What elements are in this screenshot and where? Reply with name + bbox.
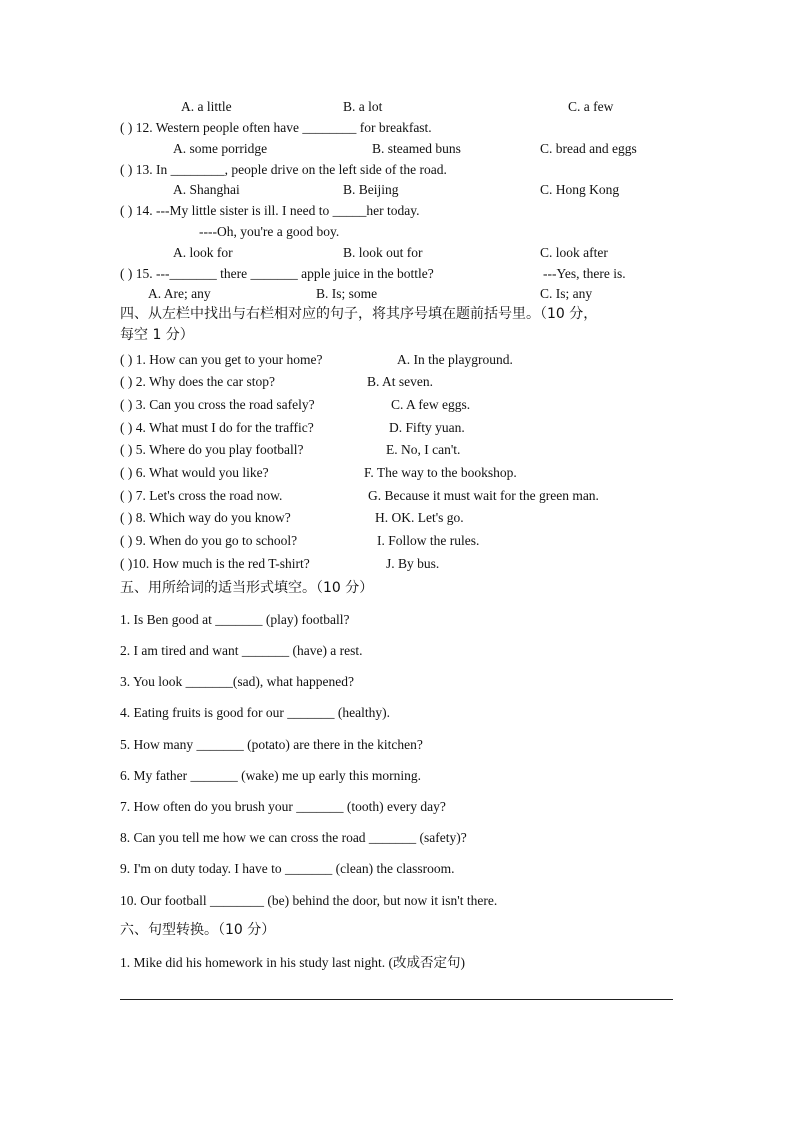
fill-item-2: 2. I am tired and want _______ (have) a rest. (120, 643, 363, 658)
match-left-7: ( ) 7. Let's cross the road now. (120, 488, 283, 503)
match-left-10: ( )10. How much is the red T-shirt? (120, 556, 310, 571)
q14-reply: ----Oh, you're a good boy. (199, 224, 340, 239)
fill-item-5: 5. How many _______ (potato) are there in the kitchen? (120, 737, 423, 752)
q13-option-b: B. Beijing (343, 182, 399, 197)
q15-stem: ( ) 15. ---_______ there _______ apple juice in the bottle? (120, 266, 434, 281)
transform-item-1: 1. Mike did his homework in his study last night. (改成否定句) (120, 955, 465, 970)
fill-item-7: 7. How often do you brush your _______ (tooth) every day? (120, 799, 446, 814)
match-right-j: J. By bus. (386, 556, 440, 571)
q14-option-b: B. look out for (343, 245, 423, 260)
answer-line (120, 999, 673, 1000)
q15-option-c: C. Is; any (540, 286, 593, 301)
q11-option-a: A. a little (181, 99, 232, 114)
section-5-title: 五、用所给词的适当形式填空。（10 分） (120, 580, 374, 596)
match-right-e: E. No, I can't. (386, 442, 461, 457)
q13-option-a: A. Shanghai (173, 182, 240, 197)
fill-item-4: 4. Eating fruits is good for our _______ (healthy). (120, 705, 390, 720)
q13-stem: ( ) 13. In ________, people drive on the left side of the road. (120, 162, 447, 177)
section-4-title: 四、从左栏中找出与右栏相对应的句子，将其序号填在题前括号里。（10 分， (120, 306, 598, 322)
q14-option-c: C. look after (540, 245, 608, 260)
match-right-f: F. The way to the bookshop. (364, 465, 517, 480)
match-right-h: H. OK. Let's go. (375, 510, 464, 525)
match-right-i: I. Follow the rules. (377, 533, 480, 548)
fill-item-1: 1. Is Ben good at _______ (play) football? (120, 612, 350, 627)
q13-option-c: C. Hong Kong (540, 182, 620, 197)
match-right-d: D. Fifty yuan. (389, 420, 465, 435)
q11-option-c: C. a few (568, 99, 614, 114)
q14-option-a: A. look for (173, 245, 233, 260)
match-left-1: ( ) 1. How can you get to your home? (120, 352, 323, 367)
fill-item-8: 8. Can you tell me how we can cross the road _______ (safety)? (120, 830, 467, 845)
q12-option-c: C. bread and eggs (540, 141, 637, 156)
match-right-b: B. At seven. (367, 374, 433, 389)
fill-item-9: 9. I'm on duty today. I have to _______ (clean) the classroom. (120, 861, 455, 876)
match-right-a: A. In the playground. (397, 352, 513, 367)
match-left-6: ( ) 6. What would you like? (120, 465, 269, 480)
fill-item-3: 3. You look _______(sad), what happened? (120, 674, 354, 689)
match-left-5: ( ) 5. Where do you play football? (120, 442, 304, 457)
section-4-title-cont: 每空 1 分） (120, 327, 194, 343)
section-6-title: 六、句型转换。（10 分） (120, 922, 276, 938)
q15-option-a: A. Are; any (148, 286, 211, 301)
q12-option-a: A. some porridge (173, 141, 268, 156)
match-left-2: ( ) 2. Why does the car stop? (120, 374, 275, 389)
q12-stem: ( ) 12. Western people often have ________ for breakfast. (120, 120, 432, 135)
match-left-9: ( ) 9. When do you go to school? (120, 533, 298, 548)
q14-stem: ( ) 14. ---My little sister is ill. I need to _____her today. (120, 203, 420, 218)
match-left-3: ( ) 3. Can you cross the road safely? (120, 397, 315, 412)
q11-option-b: B. a lot (343, 99, 383, 114)
match-left-8: ( ) 8. Which way do you know? (120, 510, 291, 525)
fill-item-10: 10. Our football ________ (be) behind the door, but now it isn't there. (120, 893, 498, 908)
match-right-c: C. A few eggs. (391, 397, 471, 412)
match-left-4: ( ) 4. What must I do for the traffic? (120, 420, 314, 435)
fill-item-6: 6. My father _______ (wake) me up early this morning. (120, 768, 422, 783)
match-right-g: G. Because it must wait for the green man. (368, 488, 599, 503)
q12-option-b: B. steamed buns (372, 141, 461, 156)
q15-reply: ---Yes, there is. (543, 266, 626, 281)
q15-option-b: B. Is; some (316, 286, 378, 301)
